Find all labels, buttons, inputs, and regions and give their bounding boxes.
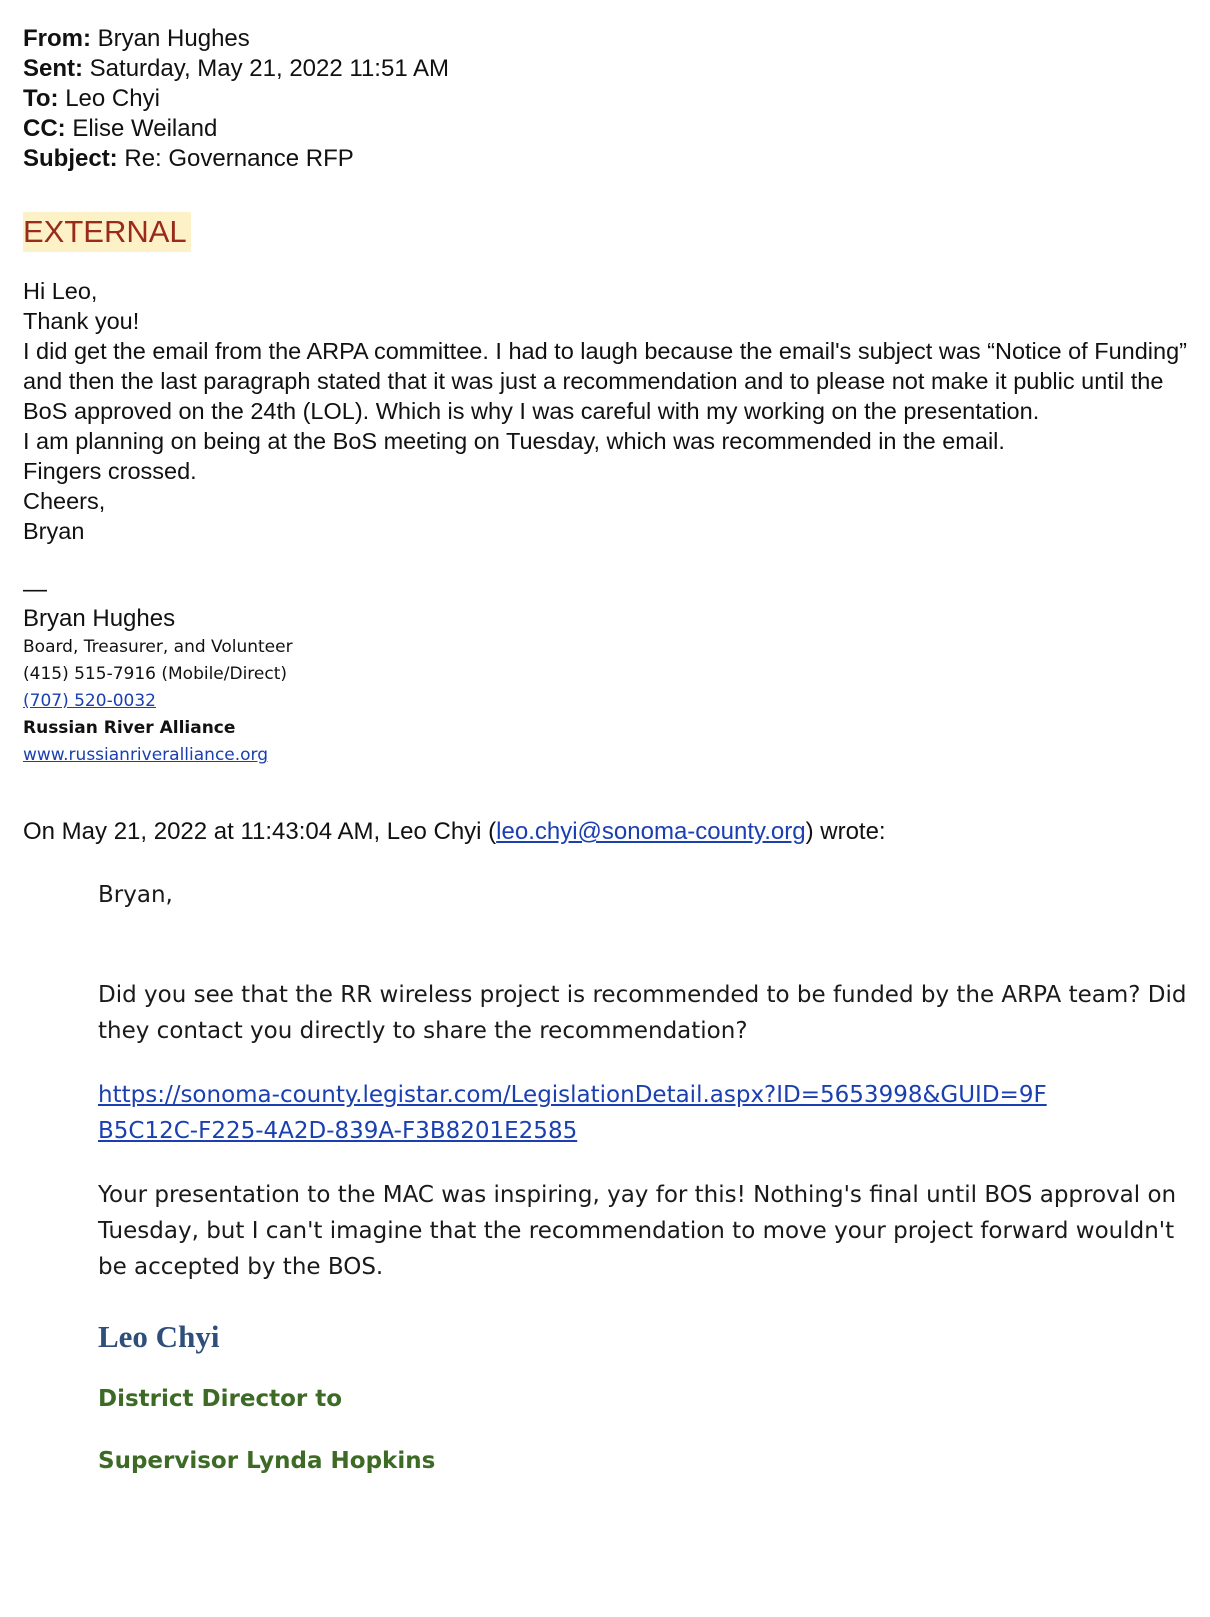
to-value: Leo Chyi — [65, 85, 160, 112]
quoted-signature-title: Supervisor Lynda Hopkins — [98, 1448, 436, 1474]
cc-row: CC: Elise Weiland — [23, 115, 218, 142]
sent-value: Saturday, May 21, 2022 11:51 AM — [89, 55, 450, 82]
from-row: From: Bryan Hughes — [23, 25, 250, 52]
reply-line: I did get the email from the ARPA committee. I had to laugh because the email's subject was “Notice of Funding” and then the last paragraph stated that it was just a recommendation and to please not make it public until the BoS approved on the 24th (LOL). Which is why I was careful with my working on the presentation. — [23, 338, 1187, 424]
quoted-signature-title: District Director to — [98, 1386, 343, 1412]
quoted-paragraph: Your presentation to the MAC was inspiring, yay for this! Nothing's final until BOS approval on Tuesday, but I can't imagine that the recommendation to move your project forward wouldn't be accepted by the BOS. — [98, 1182, 1177, 1280]
external-banner: EXTERNAL — [23, 212, 191, 252]
signature-phone-link[interactable]: (707) 520-0032 — [23, 691, 156, 711]
email-header — [23, 24, 1193, 174]
signature-name: Bryan Hughes — [23, 605, 176, 632]
signature-block — [23, 576, 1193, 769]
subject-row: Subject: Re: Governance RFP — [23, 145, 354, 172]
quoted-signature-name: Leo Chyi — [98, 1319, 220, 1354]
legistar-link[interactable]: https://sonoma-county.legistar.com/LegislationDetail.aspx?ID=5653998&GUID=9FB5C12C-F225-4A2D-839A-F3B8201E2585 — [98, 1082, 1047, 1144]
quoted-greeting: Bryan, — [98, 882, 173, 908]
signature-role: Board, Treasurer, and Volunteer — [23, 637, 293, 657]
signature-org: Russian River Alliance — [23, 718, 236, 738]
quoted-paragraph: Did you see that the RR wireless project is recommended to be funded by the ARPA team? Did they contact you directly to share the recommendation? — [98, 982, 1187, 1044]
reply-line: Cheers, — [23, 488, 106, 514]
reply-line: Fingers crossed. — [23, 458, 197, 484]
to-row: To: Leo Chyi — [23, 85, 160, 112]
reply-line: Hi Leo, — [23, 278, 98, 304]
reply-body — [23, 276, 1193, 546]
sent-row: Sent: Saturday, May 21, 2022 11:51 AM — [23, 55, 450, 82]
reply-line: Bryan — [23, 518, 85, 544]
quoted-message — [98, 877, 1193, 1479]
reply-line: Thank you! — [23, 308, 140, 334]
email-document — [23, 24, 1193, 1479]
signature-mobile: (415) 515-7916 (Mobile/Direct) — [23, 664, 288, 684]
subject-value: Re: Governance RFP — [124, 145, 354, 172]
from-value: Bryan Hughes — [97, 25, 250, 52]
signature-dash: — — [23, 576, 47, 603]
sender-email-link[interactable]: leo.chyi@sonoma-county.org — [496, 818, 806, 845]
reply-line: I am planning on being at the BoS meeting on Tuesday, which was recommended in the email. — [23, 428, 1005, 454]
signature-website-link[interactable]: www.russianriveralliance.org — [23, 745, 269, 765]
quote-header: On May 21, 2022 at 11:43:04 AM, Leo Chyi (leo.chyi@sonoma-county.org) wrote: — [23, 818, 886, 845]
cc-value: Elise Weiland — [72, 115, 218, 142]
